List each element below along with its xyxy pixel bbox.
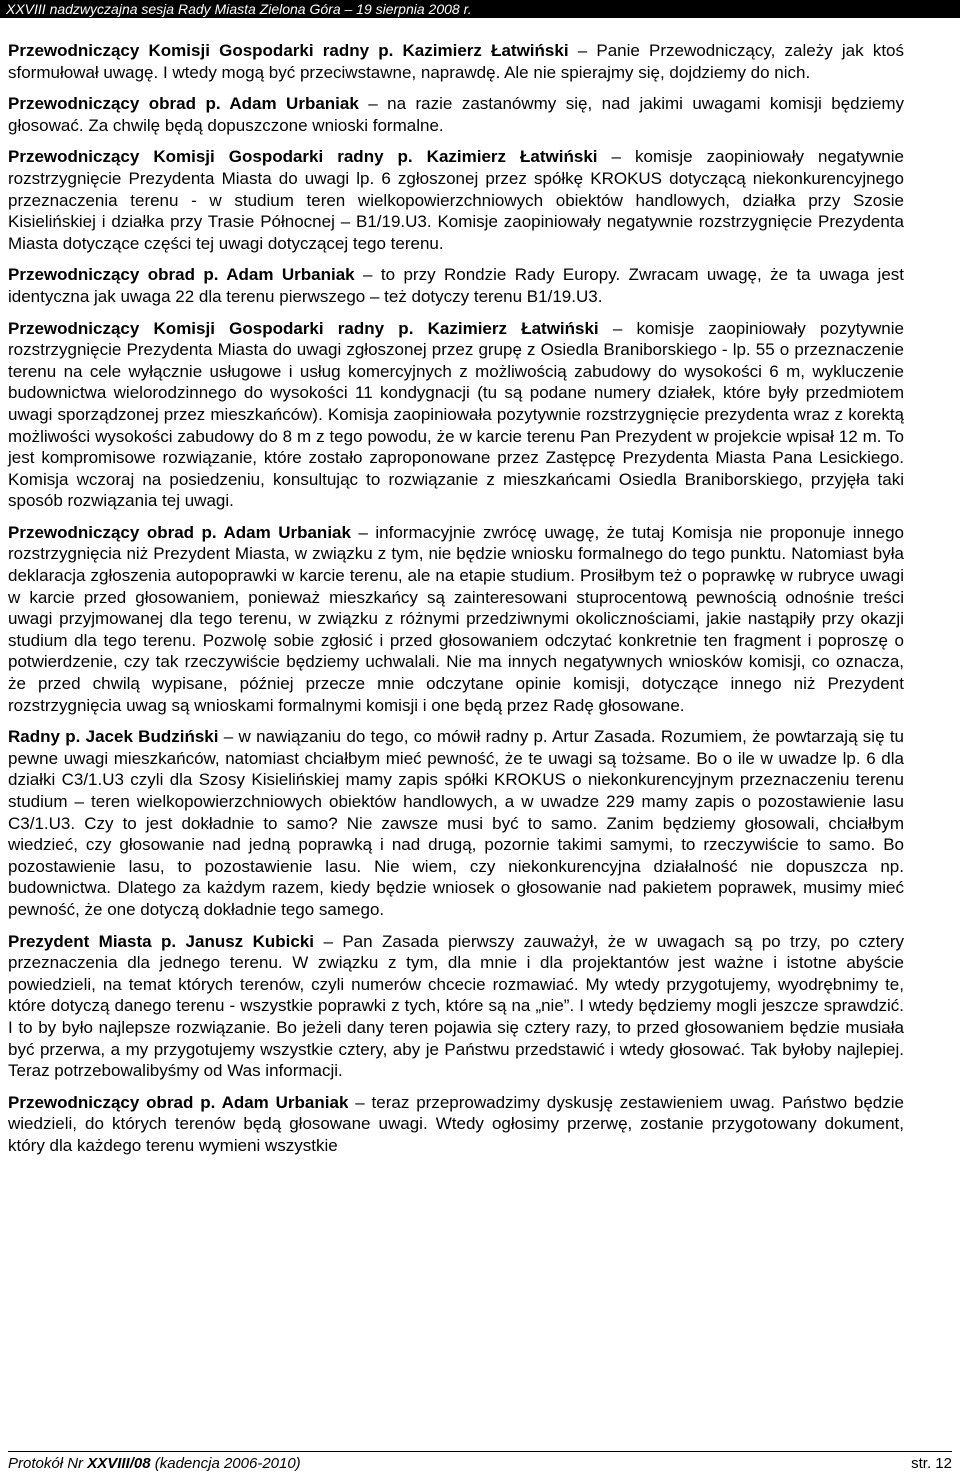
footer-prefix: Protokół Nr: [8, 1455, 88, 1472]
footer-divider: [8, 1451, 952, 1452]
paragraph: [8, 93, 904, 136]
paragraph: [8, 40, 904, 83]
footer-suffix: (kadencja 2006-2010): [150, 1455, 301, 1472]
paragraph-text: – komisje zaopiniowały negatywnie rozstrzygnięcie Prezydenta Miasta do uwagi lp. 6 zgłoszonej przez spółkę KROKUS dotyczącą niekonkurencyjnego przeznaczenia terenu - w studium teren wielkopowierzchniowych obiektów handlowych, działka przy Szosie Kisielińskiej i działka przy Trasie Północnej – B1/19.U3. Komisje zaopiniowały negatywnie rozstrzygnięcie Prezydenta Miasta dotyczące części tej uwagi dotyczącej tego terenu.: [8, 147, 904, 253]
paragraph-text: – komisje zaopiniowały pozytywnie rozstrzygnięcie Prezydenta Miasta do uwagi zgłoszonej przez grupę z Osiedla Braniborskiego - lp. 55 o przeznaczenie terenu na cele wyłącznie usługowe i usług komercyjnych z możliwością zabudowy do wysokości 6 m, wykluczenie budownictwa wielorodzinnego do wysokości 11 kondygnacji (tu są podane numery działek, które były przedmiotem uwagi sporządzonej przez mieszkańców). Komisja zaopiniowała pozytywnie rozstrzygnięcie prezydenta wraz z korektą możliwości wysokości zabudowy do 8 m z tego powodu, że w karcie terenu Pan Prezydent w projekcie wpisał 12 m. To jest kompromisowe rozwiązanie, które zostało zaproponowane przez Zastępcę Prezydenta Miasta Pana Lesickiego. Komisja wczoraj na posiedzeniu, konsultując to rozwiązanie z mieszkańcami Osiedla Braniborskiego, przyjęła taki sposób rozwiązania tej uwagi.: [8, 318, 904, 511]
speaker-name: Prezydent Miasta p. Janusz Kubicki: [8, 931, 315, 951]
footer-protocol: [8, 1454, 301, 1474]
speaker-name: Przewodniczący obrad p. Adam Urbaniak: [8, 1092, 349, 1112]
paragraph-text: – na razie zastanówmy się, nad jakimi uwagami komisji będziemy głosować. Za chwilę będą dopuszczone wnioski formalne.: [8, 94, 904, 135]
speaker-name: Przewodniczący obrad p. Adam Urbaniak: [8, 94, 359, 114]
paragraph: [8, 726, 904, 920]
paragraph-text: – w nawiązaniu do tego, co mówił radny p. Artur Zasada. Rozumiem, że powtarzają się tu pewne uwagi mieszkańców, natomiast chciałbym mieć pewność, że te uwagi są tożsame. Bo o ile w uwadze lp. 6 dla działki C3/1.U3 czyli dla Szosy Kisielińskiej mamy zapis spółki KROKUS o niekonkurencyjnym przeznaczeniu terenu studium – teren wielkopowierzchniowych obiektów handlowych, a w uwadze 229 mamy zapis o pozostawienie lasu C3/1.U3. Czy to jest dokładnie to samo? Nie zawsze musi być to samo. Zanim będziemy głosowali, chciałbym wiedzieć, czy głosowanie nad jedną poprawką i nad drugą, pozornie takimi samymi, to rzeczywiście to samo. Bo pozostawienie lasu, to pozostawienie lasu. Nie wiem, czy niekonkurencyjna działalność nie dopuszcza np. budownictwa. Dlatego za każdym razem, kiedy będzie wniosek o głosowanie nad pakietem poprawek, musimy mieć pewność, że one dotyczą dokładnie tego samego.: [8, 727, 905, 919]
speaker-name: Przewodniczący Komisji Gospodarki radny p. Kazimierz Łatwiński: [8, 147, 598, 167]
paragraph-text: – informacyjnie zwrócę uwagę, że tutaj Komisja nie proponuje innego rozstrzygnięcia niż Prezydent Miasta, w związku z tym, nie będzie wniosku formalnego do tego punktu. Natomiast była deklaracja zgłoszenia autopoprawki w karcie terenu, ale na etapie studium. Prosiłbym też o poprawkę w rubryce uwagi w karcie przed głosowaniem, ponieważ mieszkańcy są zainteresowani stuprocentową pewnością odnośnie treści uwagi przyjmowanej dla tego terenu, w związku z różnymi przedziwnymi okolicznościami, jakie nastąpiły przy okazji studium dla tego terenu. Pozwolę sobie zgłosić i przed głosowaniem odczytać konkretnie ten fragment i poproszę o potwierdzenie, czy tak rzeczywiście będziemy uchwalali. Nie ma innych negatywnych wniosków komisji, co oznacza, że przed chwilą wypisane, później przecze mnie odczytane opinie komisji, dotyczące innego niż Prezydent rozstrzygnięcia uwag są wnioskami formalnymi komisji i one będą przez Radę głosowane.: [8, 522, 904, 715]
speaker-name: Przewodniczący Komisji Gospodarki radny p. Kazimierz Łatwiński: [8, 318, 599, 338]
paragraph: [8, 318, 904, 512]
paragraph: [8, 931, 904, 1082]
speaker-name: Przewodniczący Komisji Gospodarki radny p. Kazimierz Łatwiński: [8, 41, 569, 60]
page-header: [0, 0, 960, 18]
paragraph: [8, 146, 904, 254]
document-body: [8, 40, 904, 1167]
speaker-name: Przewodniczący obrad p. Adam Urbaniak: [8, 522, 351, 542]
paragraph: [8, 264, 904, 307]
page-number: str. 12: [911, 1455, 952, 1472]
paragraph-text: – Panie Przewodniczący, zależy jak ktoś sformułował uwagę. I wtedy mogą być przeciwstawne, naprawdę. Ale nie spierajmy się, dojdziemy do nich.: [8, 41, 904, 82]
footer-protocol-number: XXVIII/08: [87, 1455, 151, 1472]
paragraph-text: – Pan Zasada pierwszy zauważył, że w uwagach są po trzy, po cztery przeznaczenia dla jednego terenu. W związku z tym, dla mnie i dla projektantów jest ważne i istotne abyście powiedzieli, na temat których terenów, czyli numerów chcecie rozmawiać. My wtedy przygotujemy, wyodrębnimy te, które dotyczą danego terenu - wszystkie poprawki z tych, które są na „nie”. I wtedy będziemy mogli jeszcze sprawdzić. I to by było najlepsze rozwiązanie. Bo jeżeli dany teren pojawia się cztery razy, to przed głosowaniem będzie musiała być przerwa, a my przygotujemy wszystkie cztery, aby je Państwu przedstawić i wtedy głosować. Tak byłoby najlepiej. Teraz potrzebowalibyśmy od Was informacji.: [8, 931, 904, 1081]
page-footer: [8, 1454, 952, 1474]
paragraph: [8, 1092, 904, 1157]
paragraph-text: – teraz przeprowadzimy dyskusję zestawieniem uwag. Państwo będzie wiedzieli, do których terenów będą głosowane uwagi. Wtedy ogłosimy przerwę, zostanie przygotowany dokument, który dla każdego terenu wymieni wszystkie: [8, 1092, 904, 1155]
paragraph-text: – to przy Rondzie Rady Europy. Zwracam uwagę, że ta uwaga jest identyczna jak uwaga 22 dla terenu pierwszego – też dotyczy terenu B1/19.U3.: [8, 265, 904, 306]
speaker-name: Radny p. Jacek Budziński: [8, 727, 219, 747]
header-title: XXVIII nadzwyczajna sesja Rady Miasta Zielona Góra – 19 sierpnia 2008 r.: [6, 1, 472, 17]
paragraph: [8, 522, 904, 716]
speaker-name: Przewodniczący obrad p. Adam Urbaniak: [8, 265, 355, 285]
